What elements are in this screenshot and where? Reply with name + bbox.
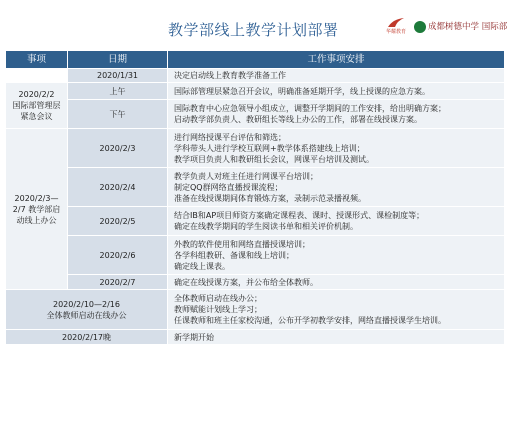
date-cell: 2020/2/3: [68, 129, 168, 168]
flame-icon: [387, 17, 405, 28]
task-line: 任课教师和班主任家校沟通，公布开学初教学安排，网络直播授课学生培训。: [174, 316, 446, 325]
task-cell: [168, 290, 505, 330]
task-line: 国际部管理层紧急召开会议，明确准备延期开学，线上授课的应急方案。: [174, 86, 430, 96]
page-title: 教学部线上教学计划部署: [168, 21, 339, 39]
task-cell: [168, 207, 505, 236]
table-row: [6, 236, 505, 275]
task-line: 确定线上课表。: [174, 261, 230, 271]
table-row: [6, 69, 505, 83]
date-cell: 下午: [68, 100, 168, 129]
task-line: 结合IB和AP项目师资方案确定课程表、课时、授课形式、课检制度等；: [174, 211, 425, 220]
table-row: [6, 330, 505, 345]
date-cell: 2020/2/5: [68, 207, 168, 236]
event-cell: 2020/2/17晚: [6, 330, 168, 345]
table-row: [6, 290, 505, 330]
event-cell: 2020/2/3— 2/7 教学部启 动线上办公: [6, 129, 68, 290]
table-row: [6, 83, 505, 100]
table-row: [6, 207, 505, 236]
huayao-logo-text: 华耀教育: [385, 29, 406, 35]
date-cell: 2020/1/31: [68, 69, 168, 83]
task-cell: [168, 330, 505, 345]
task-cell: [168, 83, 505, 100]
task-line: 决定启动线上教育教学准备工作: [174, 71, 286, 80]
shude-logo-text: 成都树德中学 国际部: [428, 22, 508, 32]
date-cell: 上午: [68, 83, 168, 100]
table-row: [6, 168, 505, 207]
page-header: [0, 0, 509, 48]
date-cell: 2020/2/6: [68, 236, 168, 275]
task-cell: [168, 168, 505, 207]
header-tasks: 工作事项安排: [168, 51, 505, 69]
task-line: 各学科组教研、备课和线上培训；: [174, 250, 294, 260]
task-cell: [168, 100, 505, 129]
task-line: 教学负责人对班主任进行网课平台培训；: [174, 171, 318, 181]
task-line: 制定QQ群网络直播授课流程；: [174, 182, 283, 192]
task-line: 进行网络授课平台评估和筛选；: [174, 132, 286, 142]
task-cell: [168, 129, 505, 168]
task-line: 学科带头人进行学校互联网+教学体系搭建线上培训；: [174, 143, 365, 153]
school-seal-icon: [414, 21, 426, 33]
date-cell: 2020/2/7: [68, 275, 168, 290]
huayao-logo: [381, 17, 411, 39]
table-header-row: [6, 51, 505, 69]
schedule-table: [5, 50, 505, 345]
task-line: 确定在线教学期间的学生阅读书单和相关评价机制。: [174, 222, 358, 231]
task-line: 教学项目负责人和教研组长会议，网课平台培训及测试。: [174, 154, 374, 164]
date-cell: 2020/2/4: [68, 168, 168, 207]
task-line: 确定在线授课方案，并公布给全体教师。: [174, 277, 318, 287]
event-cell: 2020/2/10—2/16 全体教师启动在线办公: [6, 290, 168, 330]
task-line: 准备在线授课期间体育锻炼方案，录制示范录播视频。: [174, 193, 366, 203]
task-line: 国际教育中心应急领导小组成立，调整开学期间的工作安排，给出明确方案；: [174, 104, 446, 113]
event-cell: 2020/2/2 国际部管理层 紧急会议: [6, 83, 68, 129]
task-cell: [168, 69, 505, 83]
header-event: 事项: [6, 51, 68, 69]
task-line: 新学期开始: [174, 332, 214, 342]
header-date: 日期: [68, 51, 168, 69]
table-row: [6, 100, 505, 129]
task-line: 外教的软件使用和网络直播授课培训；: [174, 239, 310, 249]
task-line: 教师赋能计划线上学习；: [174, 305, 262, 314]
task-cell: [168, 236, 505, 275]
event-cell: [6, 69, 68, 83]
table-row: [6, 275, 505, 290]
shude-logo: [414, 20, 508, 36]
table-row: [6, 129, 505, 168]
task-cell: [168, 275, 505, 290]
task-line: 全体教师启动在线办公；: [174, 294, 262, 303]
task-line: 启动教学部负责人、教研组长等线上办公的工作，部署在线授课方案。: [174, 115, 422, 124]
